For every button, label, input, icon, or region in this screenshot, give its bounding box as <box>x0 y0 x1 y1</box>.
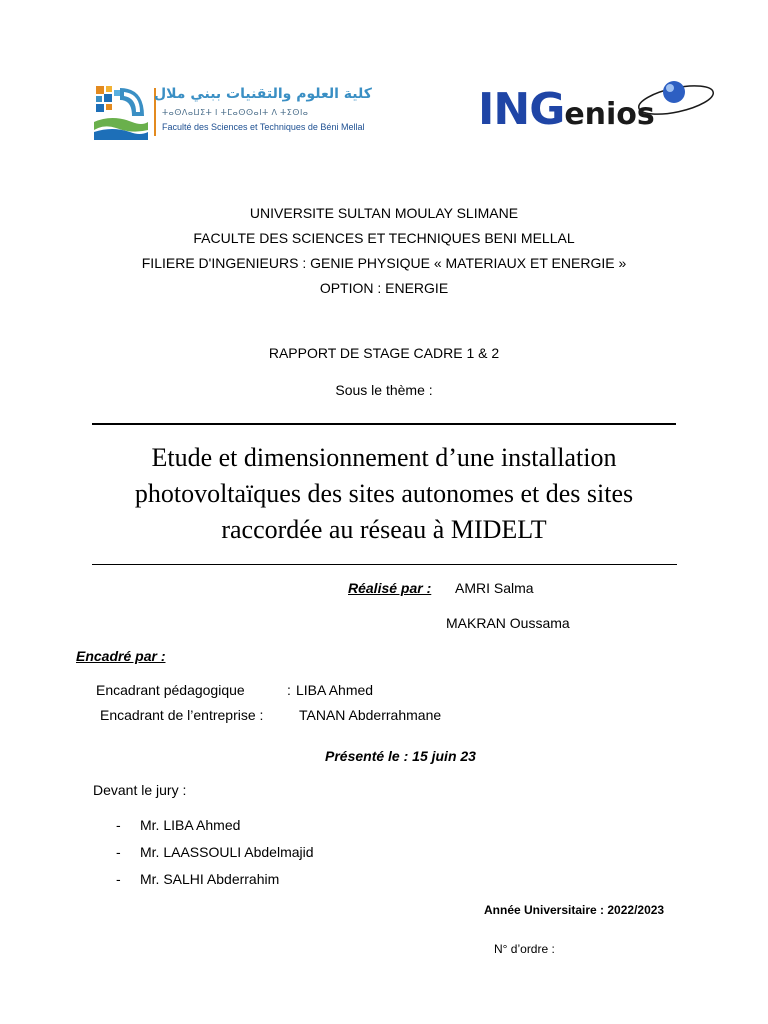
title-bottom-rule <box>92 564 677 565</box>
author-name-2: MAKRAN Oussama <box>446 615 570 631</box>
authors-label: Réalisé par : <box>348 580 432 596</box>
supervision-label: Encadré par : <box>76 648 166 664</box>
theme-label: Sous le thème : <box>335 382 433 398</box>
report-title: Etude et dimensionnement d’une installation photovoltaïques des sites autonomes et des sites raccordée au réseau à MIDELT <box>134 443 634 544</box>
academic-supervisor-separator: : <box>287 682 291 698</box>
option-name: OPTION : ENERGIE <box>319 280 449 296</box>
ingenios-text-big: ING <box>478 84 565 135</box>
jury-bullet: - <box>116 871 121 887</box>
fst-french-name: Faculté des Sciences et Techniques de Béni Mellal <box>162 122 365 132</box>
order-number-label: N° d’ordre : <box>494 942 555 956</box>
jury-member: Mr. LAASSOULI Abdelmajid <box>140 844 314 860</box>
academic-year: Année Universitaire : 2022/2023 <box>484 903 665 917</box>
author-name-1: AMRI Salma <box>455 580 534 596</box>
fst-beni-mellal-logo <box>92 82 372 144</box>
ingenios-text-small: enios <box>564 97 655 132</box>
academic-supervisor-label: Encadrant pédagogique <box>96 682 245 698</box>
presentation-date: Présenté le : 15 juin 23 <box>325 748 476 764</box>
ingenios-logo <box>476 78 746 140</box>
program-name: FILIERE D'INGENIEURS : GENIE PHYSIQUE « MATERIAUX ET ENERGIE » <box>141 255 627 271</box>
company-supervisor-label: Encadrant de l’entreprise : <box>100 707 264 723</box>
jury-label: Devant le jury : <box>93 782 187 798</box>
fst-arabic-name: كلية العلوم والتقنيات ببني ملال <box>154 86 372 102</box>
ingenios-wordmark <box>478 84 655 135</box>
academic-supervisor-name: LIBA Ahmed <box>296 682 374 698</box>
title-top-rule <box>92 423 676 425</box>
report-type: RAPPORT DE STAGE CADRE 1 & 2 <box>268 345 500 361</box>
jury-bullet: - <box>116 817 121 833</box>
jury-member: Mr. LIBA Ahmed <box>140 817 241 833</box>
jury-member: Mr. SALHI Abderrahim <box>140 871 280 887</box>
company-supervisor-name: TANAN Abderrahmane <box>299 707 442 723</box>
jury-bullet: - <box>116 844 121 860</box>
university-name: UNIVERSITE SULTAN MOULAY SLIMANE <box>249 205 519 221</box>
fst-emblem-icon <box>92 82 150 144</box>
faculty-name: FACULTE DES SCIENCES ET TECHNIQUES BENI MELLAL <box>193 230 575 246</box>
fst-berber-name: ⵜⴰⵙⴷⴰⵡⵉⵜ ⵏ ⵜⵎⴰⵙⵙⴰⵏⵜ ⴷ ⵜⵉⵙⵏⴰ <box>162 108 309 117</box>
